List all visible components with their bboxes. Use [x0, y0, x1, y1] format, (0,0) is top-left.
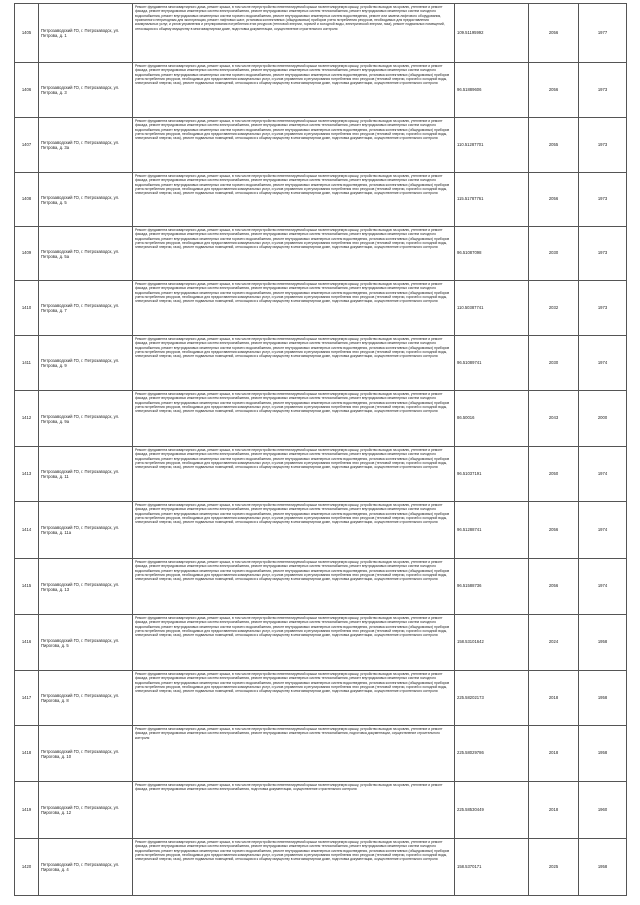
amount-cell: 96.51037191 — [455, 447, 529, 502]
works-description-cell: Ремонт фундамента многоквартирного дома, ремонт крыши, в том числе переустройство невентилируемой крыши на вентилируемую крышу, устройство выходов на кровлю, утепление и ремонт фасада, ремонт внутридомовых инженерных систем электроснабжения, ремонт внутридомовых инженерных систем теплоснабжения, ремонт внутридомовых инженерных систем холодного водоснабжения, ремонт внутридомовых инженерных систем горячего водоснабжения, ремонт внутридомовых инженерных систем водоотведения, установка коллективных (общедомовых) приборов учета потребления ресурсов, необходимых для предоставления коммунальных услуг, и узлов управления и регулирования потребления этих ресурсов (тепловой энергии, горячей и холодной воды, электрической энергии, газа), ремонт подвальных помещений, относящихся к общему имуществу в многоквартирном доме, подготовка документации, осуществление строительного контроля — [133, 391, 455, 447]
row-number: 1413 — [15, 447, 39, 502]
end-year-cell: 2024 — [529, 615, 579, 671]
row-number: 1412 — [15, 391, 39, 447]
end-year-cell: 2043 — [529, 391, 579, 447]
capital-repair-table — [14, 3, 627, 896]
address-cell: Петрозаводский ГО, г. Петрозаводск, ул. Петрова, д. 13 — [39, 559, 133, 615]
address-cell: Петрозаводский ГО, г. Петрозаводск, ул. Петрова, д. 7 — [39, 281, 133, 336]
amount-cell: 96.51588736 — [455, 559, 529, 615]
works-description-cell: Ремонт фундамента многоквартирного дома, ремонт крыши, в том числе переустройство невентилируемой крыши на вентилируемую крышу, устройство выходов на кровлю, утепление и ремонт фасада, ремонт внутридомовых инженерных систем электроснабжения, подготовка документации, осуществление строительного контроля — [133, 782, 455, 839]
table-row — [15, 63, 627, 118]
works-description-cell: Ремонт фундамента многоквартирного дома, ремонт крыши, в том числе переустройство невентилируемой крыши на вентилируемую крышу, устройство выходов на кровлю, утепление и ремонт фасада, ремонт внутридомовых инженерных систем электроснабжения, ремонт внутридомовых инженерных систем теплоснабжения, ремонт внутридомовых инженерных систем холодного водоснабжения, ремонт внутридомовых инженерных систем горячего водоснабжения, ремонт внутридомовых инженерных систем водоотведения, установка коллективных (общедомовых) приборов учета потребления ресурсов, необходимых для предоставления коммунальных услуг, и узлов управления и регулирования потребления этих ресурсов (тепловой энергии, горячей и холодной воды, электрической энергии, газа), ремонт подвальных помещений, относящихся к общему имуществу в многоквартирном доме, подготовка документации, осуществление строительного контроля — [133, 447, 455, 502]
end-year-cell: 2056 — [529, 173, 579, 227]
works-description-cell: Ремонт фундамента многоквартирного дома, ремонт крыши, в том числе переустройство невентилируемой крыши на вентилируемую крышу, устройство выходов на кровлю, утепление и ремонт фасада, ремонт внутридомовых инженерных систем электроснабжения, ремонт внутридомовых инженерных систем теплоснабжения, ремонт внутридомовых инженерных систем холодного водоснабжения, ремонт внутридомовых инженерных систем горячего водоснабжения, ремонт внутридомовых инженерных систем водоотведения, установка коллективных (общедомовых) приборов учета потребления ресурсов, необходимых для предоставления коммунальных услуг, и узлов управления и регулирования потребления этих ресурсов (тепловой энергии, горячей и холодной воды, электрической энергии, газа), ремонт подвальных помещений, относящихся к общему имуществу в многоквартирном доме, подготовка документации, осуществление строительного контроля — [133, 839, 455, 896]
end-year-cell: 2030 — [529, 227, 579, 281]
table-row — [15, 502, 627, 559]
works-description-cell: Ремонт фундамента многоквартирного дома, ремонт крыши, в том числе переустройство невентилируемой крыши на вентилируемую крышу, устройство выходов на кровлю, утепление и ремонт фасада, ремонт внутридомовых инженерных систем электроснабжения, ремонт внутридомовых инженерных систем теплоснабжения, ремонт внутридомовых инженерных систем холодного водоснабжения, ремонт внутридомовых инженерных систем горячего водоснабжения, ремонт внутридомовых инженерных систем водоотведения, установка коллективных (общедомовых) приборов учета потребления ресурсов, необходимых для предоставления коммунальных услуг, и узлов управления и регулирования потребления этих ресурсов (тепловой энергии, горячей и холодной воды, электрической энергии, газа), ремонт подвальных помещений, относящихся к общему имуществу в многоквартирном доме, подготовка документации, осуществление строительного контроля — [133, 336, 455, 391]
row-number: 1414 — [15, 502, 39, 559]
works-description-cell: Ремонт фундамента многоквартирного дома, ремонт крыши, в том числе переустройство невентилируемой крыши на вентилируемую крышу, устройство выходов на кровлю, утепление и ремонт фасада, ремонт внутридомовых инженерных систем электроснабжения, ремонт внутридомовых инженерных систем теплоснабжения, ремонт внутридомовых инженерных систем холодного водоснабжения, ремонт внутридомовых инженерных систем горячего водоснабжения, ремонт внутридомовых инженерных систем водоотведения, установка коллективных (общедомовых) приборов учета потребления ресурсов, необходимых для предоставления коммунальных услуг, и узлов управления и регулирования потребления этих ресурсов (тепловой энергии, горячей и холодной воды, электрической энергии, газа), ремонт подвальных помещений, относящихся к общему имуществу в многоквартирном доме, подготовка документации, осуществление строительного контроля — [133, 615, 455, 671]
row-number: 1409 — [15, 227, 39, 281]
table-row — [15, 391, 627, 447]
amount-cell: 96.51087098 — [455, 227, 529, 281]
table-row — [15, 173, 627, 227]
end-year-cell: 2056 — [529, 502, 579, 559]
address-cell: Петрозаводский ГО, г. Петрозаводск, ул. Пирогова, д. 10 — [39, 726, 133, 782]
built-year-cell: 1974 — [579, 559, 627, 615]
address-cell: Петрозаводский ГО, г. Петрозаводск, ул. Петрова, д. 9а — [39, 391, 133, 447]
end-year-cell: 2018 — [529, 671, 579, 726]
built-year-cell: 1973 — [579, 281, 627, 336]
end-year-cell: 2050 — [529, 447, 579, 502]
row-number: 1405 — [15, 4, 39, 63]
row-number: 1416 — [15, 615, 39, 671]
works-description-cell: Ремонт фундамента многоквартирного дома, ремонт крыши, в том числе переустройство невентилируемой крыши на вентилируемую крышу, устройство выходов на кровлю, утепление и ремонт фасада, ремонт внутридомовых инженерных систем электроснабжения, ремонт внутридомовых инженерных систем теплоснабжения, ремонт внутридомовых инженерных систем холодного водоснабжения, ремонт внутридомовых инженерных систем горячего водоснабжения, ремонт внутридомовых инженерных систем водоотведения, установка коллективных (общедомовых) приборов учета потребления ресурсов, необходимых для предоставления коммунальных услуг, и узлов управления и регулирования потребления этих ресурсов (тепловой энергии, горячей и холодной воды, электрической энергии, газа), ремонт подвальных помещений, относящихся к общему имуществу в многоквартирном доме, подготовка документации, осуществление строительного контроля — [133, 671, 455, 726]
amount-cell: 110.51287701 — [455, 118, 529, 173]
address-cell: Петрозаводский ГО, г. Петрозаводск, ул. Петрова, д. 3 — [39, 63, 133, 118]
end-year-cell: 2032 — [529, 281, 579, 336]
table-row — [15, 726, 627, 782]
built-year-cell: 2000 — [579, 391, 627, 447]
table-row — [15, 447, 627, 502]
works-description-cell: Ремонт фундамента многоквартирного дома, ремонт крыши, в том числе переустройство невентилируемой крыши на вентилируемую крышу, устройство выходов на кровлю, утепление и ремонт фасада, ремонт внутридомовых инженерных систем электроснабжения, ремонт внутридомовых инженерных систем теплоснабжения, ремонт внутридомовых инженерных систем холодного водоснабжения, ремонт внутридомовых инженерных систем горячего водоснабжения, ремонт внутридомовых инженерных систем водоотведения, установка коллективных (общедомовых) приборов учета потребления ресурсов, необходимых для предоставления коммунальных услуг, и узлов управления и регулирования потребления этих ресурсов (тепловой энергии, горячей и холодной воды, электрической энергии, газа), ремонт подвальных помещений, относящихся к общему имуществу в многоквартирном доме, подготовка документации, осуществление строительного контроля — [133, 559, 455, 615]
table-row — [15, 615, 627, 671]
address-cell: Петрозаводский ГО, г. Петрозаводск, ул. Петрова, д. 5а — [39, 227, 133, 281]
table-row — [15, 4, 627, 63]
amount-cell: 96.51889606 — [455, 63, 529, 118]
table-row — [15, 281, 627, 336]
row-number: 1407 — [15, 118, 39, 173]
built-year-cell: 1973 — [579, 63, 627, 118]
works-description-cell: Ремонт фундамента многоквартирного дома, ремонт крыши, в том числе переустройство невентилируемой крыши на вентилируемую крышу, устройство выходов на кровлю, утепление и ремонт фасада, ремонт внутридомовых инженерных систем электроснабжения, ремонт внутридомовых инженерных систем теплоснабжения, ремонт внутридомовых инженерных систем холодного водоснабжения, ремонт внутридомовых инженерных систем горячего водоснабжения, ремонт внутридомовых инженерных систем водоотведения, установка коллективных (общедомовых) приборов учета потребления ресурсов, необходимых для предоставления коммунальных услуг, и узлов управления и регулирования потребления этих ресурсов (тепловой энергии, горячей и холодной воды, электрической энергии, газа), ремонт подвальных помещений, относящихся к общему имуществу в многоквартирном доме, подготовка документации, осуществление строительного контроля — [133, 63, 455, 118]
built-year-cell: 1974 — [579, 502, 627, 559]
works-description-cell: Ремонт фундамента многоквартирного дома, ремонт крыши, в том числе переустройство невентилируемой крыши на вентилируемую крышу, устройство выходов на кровлю, утепление и ремонт фасада, ремонт внутридомовых инженерных систем электроснабжения, ремонт внутридомовых инженерных систем теплоснабжения, ремонт внутридомовых инженерных систем холодного водоснабжения, ремонт внутридомовых инженерных систем горячего водоснабжения, ремонт внутридомовых инженерных систем водоотведения, ремонт или замена лифтового оборудования, признанного непригодным для эксплуатации, ремонт лифтовых шахт, установка коллективных (общедомовых) приборов учета потребления ресурсов, необходимых для предоставления коммунальных услуг, и узлов управления и регулирования потребления этих ресурсов (тепловой энергии, горячей и холодной воды, электрической энергии, газа), ремонт подвальных помещений, относящихся к общему имуществу в многоквартирном доме, подготовка документации, осуществление строительного контроля — [133, 4, 455, 63]
built-year-cell: 1958 — [579, 615, 627, 671]
amount-cell: 158.5370171 — [455, 839, 529, 896]
amount-cell: 96.51089741 — [455, 336, 529, 391]
row-number: 1408 — [15, 173, 39, 227]
amount-cell: 225.58530449 — [455, 782, 529, 839]
end-year-cell: 2018 — [529, 726, 579, 782]
amount-cell: 225.58029786 — [455, 726, 529, 782]
table-row — [15, 839, 627, 896]
address-cell: Петрозаводский ГО, г. Петрозаводск, ул. Петрова, д. 1 — [39, 4, 133, 63]
end-year-cell: 2018 — [529, 782, 579, 839]
amount-cell: 96.51288741 — [455, 502, 529, 559]
end-year-cell: 2030 — [529, 336, 579, 391]
address-cell: Петрозаводский ГО, г. Петрозаводск, ул. Пирогова, д. 4 — [39, 839, 133, 896]
works-description-cell: Ремонт фундамента многоквартирного дома, ремонт крыши, в том числе переустройство невентилируемой крыши на вентилируемую крышу, устройство выходов на кровлю, утепление и ремонт фасада, ремонт внутридомовых инженерных систем электроснабжения, ремонт внутридомовых инженерных систем теплоснабжения, ремонт внутридомовых инженерных систем холодного водоснабжения, ремонт внутридомовых инженерных систем горячего водоснабжения, ремонт внутридомовых инженерных систем водоотведения, установка коллективных (общедомовых) приборов учета потребления ресурсов, необходимых для предоставления коммунальных услуг, и узлов управления и регулирования потребления этих ресурсов (тепловой энергии, горячей и холодной воды, электрической энергии, газа), ремонт подвальных помещений, относящихся к общему имуществу в многоквартирном доме, подготовка документации, осуществление строительного контроля — [133, 502, 455, 559]
amount-cell: 110.50387741 — [455, 281, 529, 336]
built-year-cell: 1973 — [579, 118, 627, 173]
built-year-cell: 1973 — [579, 173, 627, 227]
address-cell: Петрозаводский ГО, г. Петрозаводск, ул. Петрова, д. 3а — [39, 118, 133, 173]
built-year-cell: 1958 — [579, 726, 627, 782]
end-year-cell: 2056 — [529, 559, 579, 615]
table-row — [15, 782, 627, 839]
amount-cell: 109.51195992 — [455, 4, 529, 63]
end-year-cell: 2055 — [529, 118, 579, 173]
table-row — [15, 559, 627, 615]
built-year-cell: 1977 — [579, 4, 627, 63]
works-description-cell: Ремонт фундамента многоквартирного дома, ремонт крыши, в том числе переустройство невентилируемой крыши на вентилируемую крышу, устройство выходов на кровлю, утепление и ремонт фасада, ремонт внутридомовых инженерных систем электроснабжения, ремонт внутридомовых инженерных систем теплоснабжения, ремонт внутридомовых инженерных систем холодного водоснабжения, ремонт внутридомовых инженерных систем горячего водоснабжения, ремонт внутридомовых инженерных систем водоотведения, установка коллективных (общедомовых) приборов учета потребления ресурсов, необходимых для предоставления коммунальных услуг, и узлов управления и регулирования потребления этих ресурсов (тепловой энергии, горячей и холодной воды, электрической энергии, газа), ремонт подвальных помещений, относящихся к общему имуществу в многоквартирном доме, подготовка документации, осуществление строительного контроля — [133, 227, 455, 281]
end-year-cell: 2056 — [529, 4, 579, 63]
table-row — [15, 671, 627, 726]
built-year-cell: 1958 — [579, 839, 627, 896]
amount-cell: 115.51787761 — [455, 173, 529, 227]
end-year-cell: 2056 — [529, 63, 579, 118]
built-year-cell: 1974 — [579, 447, 627, 502]
row-number: 1420 — [15, 839, 39, 896]
row-number: 1406 — [15, 63, 39, 118]
document-page — [14, 3, 626, 896]
table-row — [15, 118, 627, 173]
built-year-cell: 1960 — [579, 782, 627, 839]
amount-cell: 158.53101642 — [455, 615, 529, 671]
row-number: 1411 — [15, 336, 39, 391]
works-description-cell: Ремонт фундамента многоквартирного дома, ремонт крыши, в том числе переустройство невентилируемой крыши на вентилируемую крышу, устройство выходов на кровлю, утепление и ремонт фасада, ремонт внутридомовых инженерных систем электроснабжения, ремонт внутридомовых инженерных систем теплоснабжения, ремонт внутридомовых инженерных систем холодного водоснабжения, ремонт внутридомовых инженерных систем горячего водоснабжения, ремонт внутридомовых инженерных систем водоотведения, установка коллективных (общедомовых) приборов учета потребления ресурсов, необходимых для предоставления коммунальных услуг, и узлов управления и регулирования потребления этих ресурсов (тепловой энергии, горячей и холодной воды, электрической энергии, газа), ремонт подвальных помещений, относящихся к общему имуществу в многоквартирном доме, подготовка документации, осуществление строительного контроля — [133, 281, 455, 336]
table-row — [15, 227, 627, 281]
address-cell: Петрозаводский ГО, г. Петрозаводск, ул. Пирогова, д. 5 — [39, 615, 133, 671]
table-row — [15, 336, 627, 391]
address-cell: Петрозаводский ГО, г. Петрозаводск, ул. Пирогова, д. 8 — [39, 671, 133, 726]
works-description-cell: Ремонт фундамента многоквартирного дома, ремонт крыши, в том числе переустройство невентилируемой крыши на вентилируемую крышу, устройство выходов на кровлю, утепление и ремонт фасада, ремонт внутридомовых инженерных систем электроснабжения, ремонт внутридомовых инженерных систем теплоснабжения, ремонт внутридомовых инженерных систем холодного водоснабжения, ремонт внутридомовых инженерных систем горячего водоснабжения, ремонт внутридомовых инженерных систем водоотведения, установка коллективных (общедомовых) приборов учета потребления ресурсов, необходимых для предоставления коммунальных услуг, и узлов управления и регулирования потребления этих ресурсов (тепловой энергии, горячей и холодной воды, электрической энергии, газа), ремонт подвальных помещений, относящихся к общему имуществу в многоквартирном доме, подготовка документации, осуществление строительного контроля — [133, 118, 455, 173]
end-year-cell: 2025 — [529, 839, 579, 896]
amount-cell: 225.58202173 — [455, 671, 529, 726]
row-number: 1415 — [15, 559, 39, 615]
row-number: 1418 — [15, 726, 39, 782]
built-year-cell: 1973 — [579, 227, 627, 281]
address-cell: Петрозаводский ГО, г. Петрозаводск, ул. Петрова, д. 9 — [39, 336, 133, 391]
built-year-cell: 1974 — [579, 336, 627, 391]
works-description-cell: Ремонт фундамента многоквартирного дома, ремонт крыши, в том числе переустройство невентилируемой крыши на вентилируемую крышу, устройство выходов на кровлю, утепление и ремонт фасада, ремонт внутридомовых инженерных систем электроснабжения, ремонт внутридомовых инженерных систем теплоснабжения, подготовка документации, осуществление строительного контроля — [133, 726, 455, 782]
address-cell: Петрозаводский ГО, г. Петрозаводск, ул. Петрова, д. 5 — [39, 173, 133, 227]
built-year-cell: 1958 — [579, 671, 627, 726]
address-cell: Петрозаводский ГО, г. Петрозаводск, ул. Пирогова, д. 12 — [39, 782, 133, 839]
address-cell: Петрозаводский ГО, г. Петрозаводск, ул. Петрова, д. 11а — [39, 502, 133, 559]
address-cell: Петрозаводский ГО, г. Петрозаводск, ул. Петрова, д. 11 — [39, 447, 133, 502]
works-description-cell: Ремонт фундамента многоквартирного дома, ремонт крыши, в том числе переустройство невентилируемой крыши на вентилируемую крышу, устройство выходов на кровлю, утепление и ремонт фасада, ремонт внутридомовых инженерных систем электроснабжения, ремонт внутридомовых инженерных систем теплоснабжения, ремонт внутридомовых инженерных систем холодного водоснабжения, ремонт внутридомовых инженерных систем горячего водоснабжения, ремонт внутридомовых инженерных систем водоотведения, установка коллективных (общедомовых) приборов учета потребления ресурсов, необходимых для предоставления коммунальных услуг, и узлов управления и регулирования потребления этих ресурсов (тепловой энергии, горячей и холодной воды, электрической энергии, газа), ремонт подвальных помещений, относящихся к общему имуществу в многоквартирном доме, подготовка документации, осуществление строительного контроля — [133, 173, 455, 227]
table-body — [15, 4, 627, 896]
row-number: 1417 — [15, 671, 39, 726]
row-number: 1419 — [15, 782, 39, 839]
row-number: 1410 — [15, 281, 39, 336]
amount-cell: 86.50016 — [455, 391, 529, 447]
